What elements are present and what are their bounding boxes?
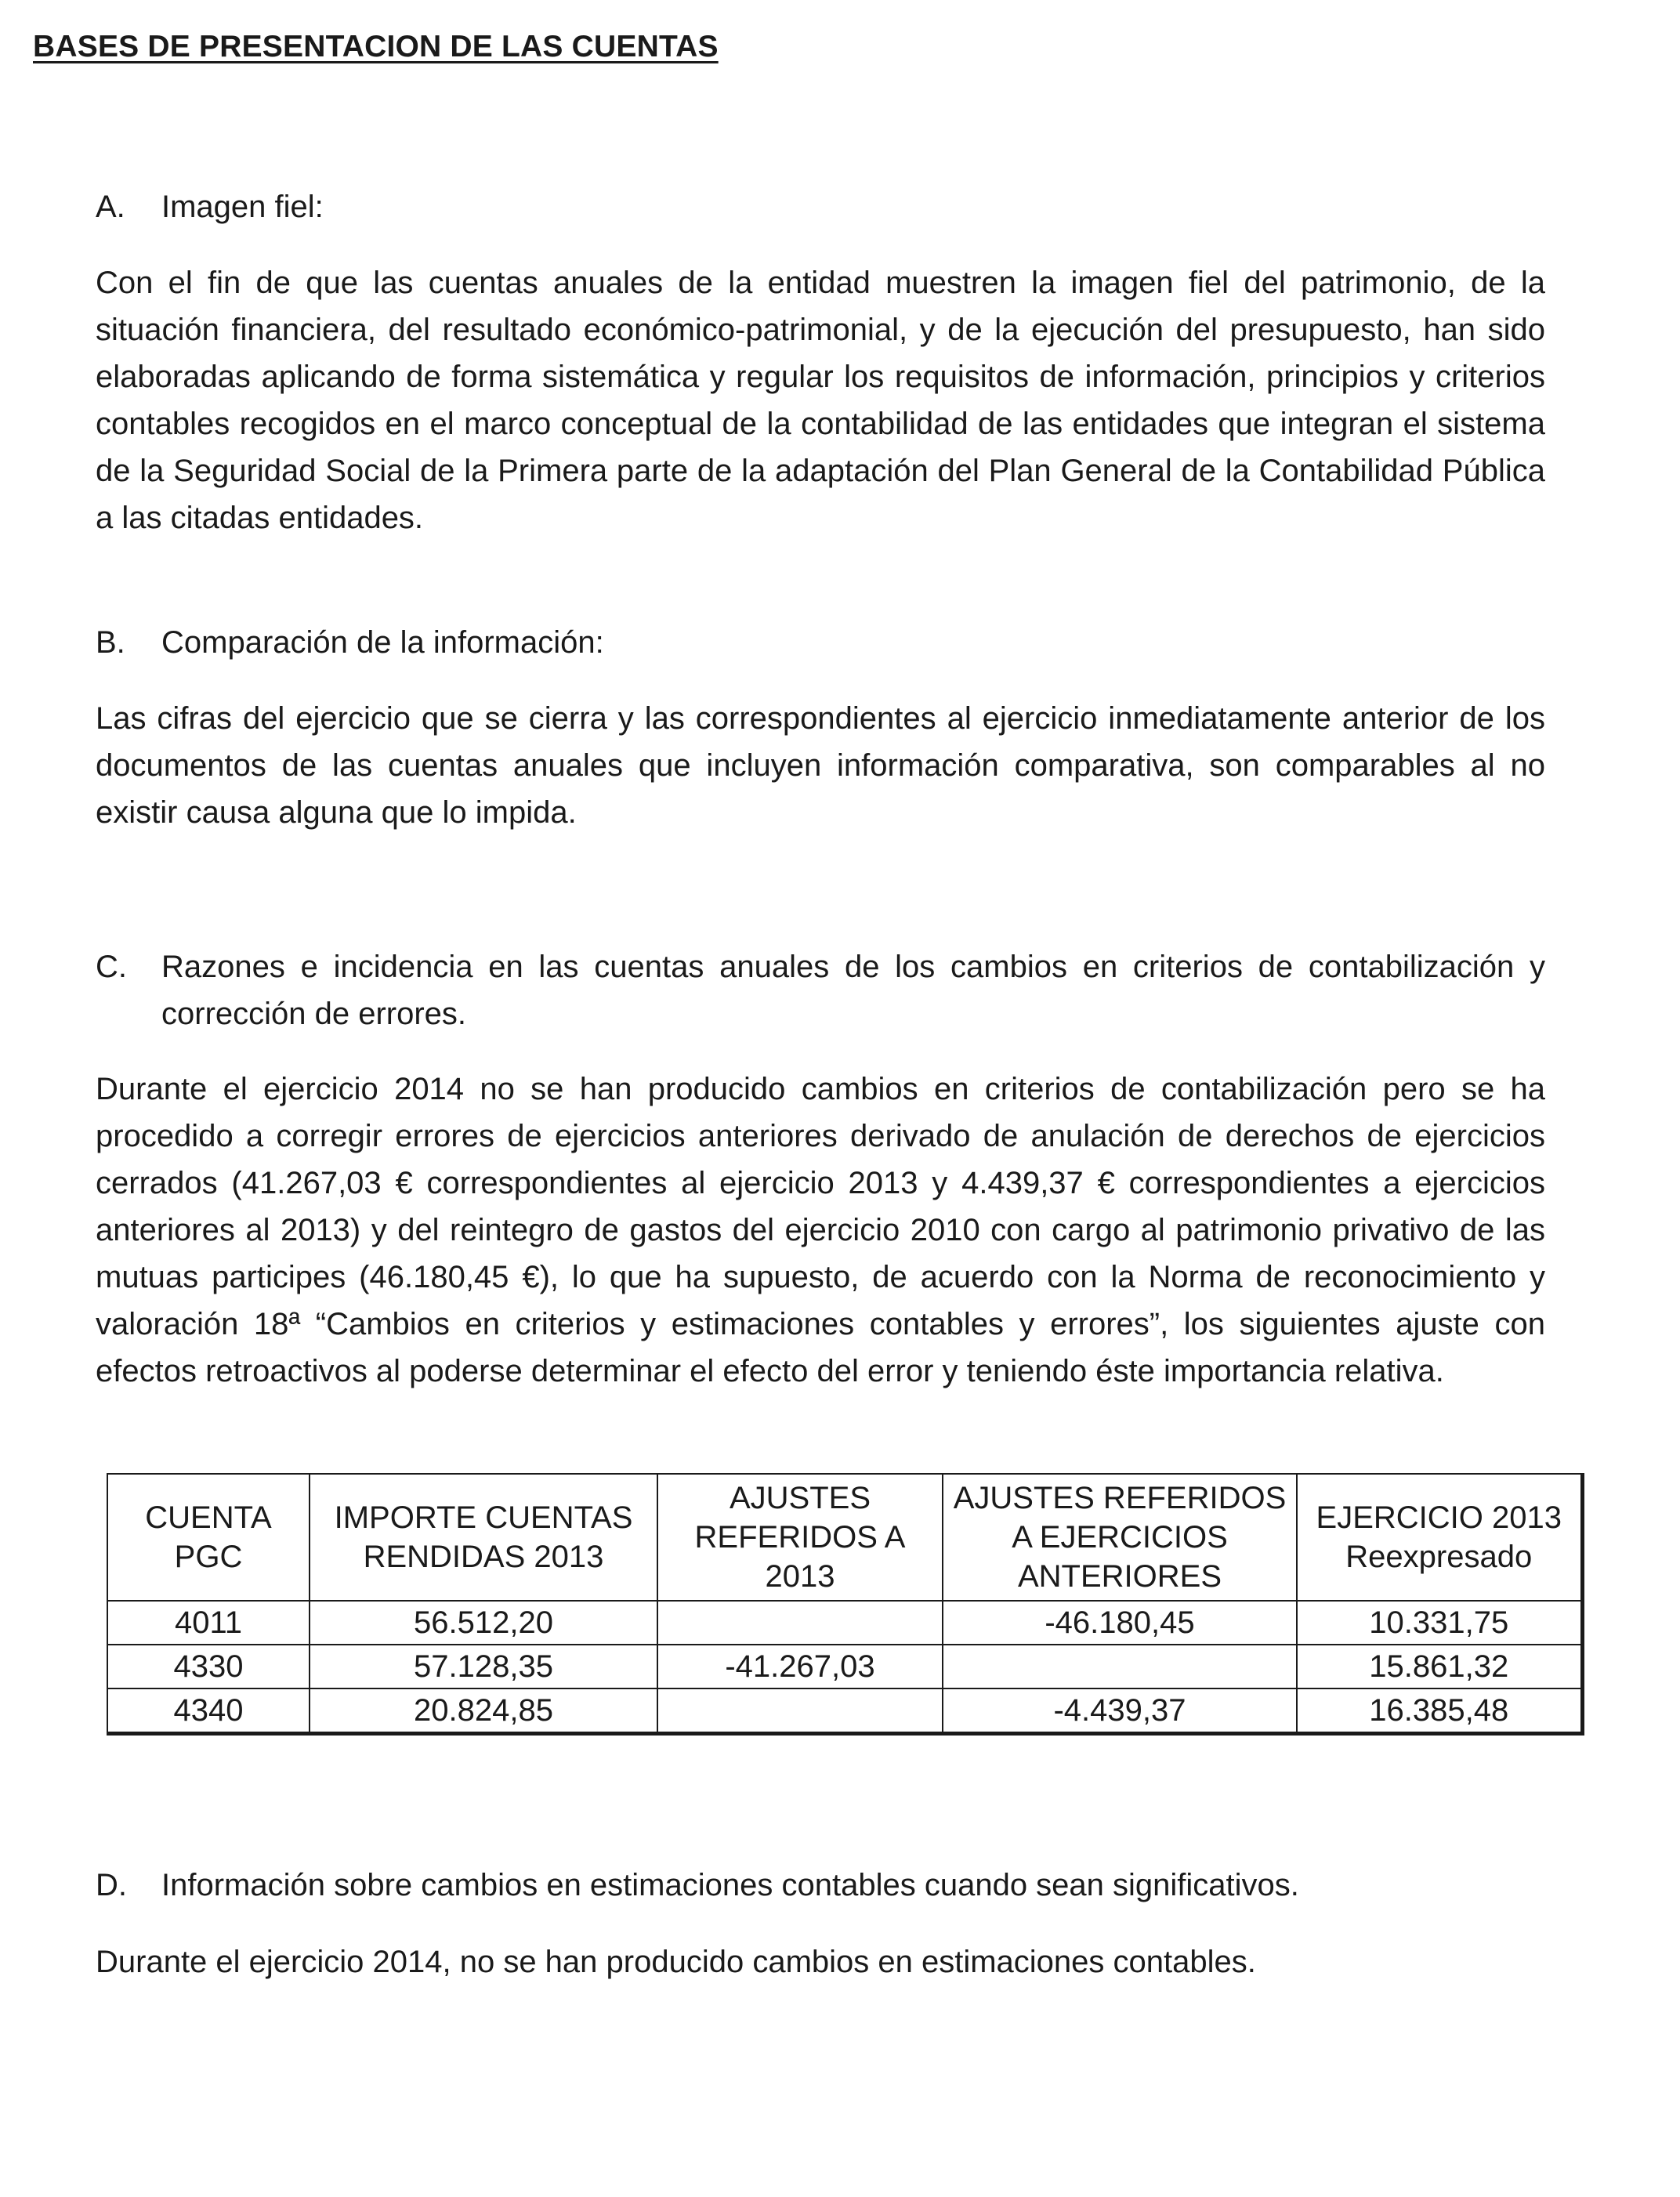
page-title: BASES DE PRESENTACION DE LAS CUENTAS xyxy=(33,30,719,63)
table-row xyxy=(107,1688,1582,1734)
table-cell: 4330 xyxy=(107,1645,310,1688)
table-cell xyxy=(943,1645,1297,1688)
table-cell xyxy=(657,1688,943,1734)
table-cell: 4340 xyxy=(107,1688,310,1734)
section-b-paragraph: Las cifras del ejercicio que se cierra y las correspondientes al ejercicio inmediatamente anterior de los documentos de las cuentas anuales que incluyen información comparativa, son comparables al no existir causa alguna que lo impida. xyxy=(96,701,1545,830)
section-c-heading xyxy=(96,943,1545,1037)
section-b-heading-text: Comparación de la información: xyxy=(161,625,604,660)
section-d-letter: D. xyxy=(96,1868,127,1902)
table-row xyxy=(107,1645,1582,1688)
table-cell xyxy=(657,1601,943,1645)
table-row xyxy=(107,1601,1582,1645)
section-b-heading xyxy=(96,619,1545,666)
table-cell: 57.128,35 xyxy=(310,1645,657,1688)
table-cell: 10.331,75 xyxy=(1297,1601,1582,1645)
header-ejercicio-2013-reexpresado: EJERCICIO 2013 Reexpresado xyxy=(1297,1474,1582,1601)
table-cell: 20.824,85 xyxy=(310,1688,657,1734)
section-c-paragraph: Durante el ejercicio 2014 no se han producido cambios en criterios de contabilización pero se ha procedido a corregir errores de ejercicios anteriores derivado de anulación de derechos de ejercicios cerrados (41.267,03 € correspondientes al ejercicio 2013 y 4.439,37 € correspondientes a ejercicios anteriores al 2013) y del reintegro de gastos del ejercicio 2010 con cargo al patrimonio privativo de las mutuas participes (46.180,45 €), lo que ha supuesto, de acuerdo con la Norma de reconocimiento y valoración 18ª “Cambios en criterios y estimaciones contables y errores”, los siguientes ajuste con efectos retroactivos al poderse determinar el efecto del error y teniendo éste importancia relativa. xyxy=(96,1072,1545,1388)
section-a-paragraph: Con el fin de que las cuentas anuales de la entidad muestren la imagen fiel del patrimonio, de la situación financiera, del resultado económico-patrimonial, y de la ejecución del presupuesto, han sido elaboradas aplicando de forma sistemática y regular los requisitos de información, principios y criterios contables recogidos en el marco conceptual de la contabilidad de las entidades que integran el sistema de la Seguridad Social de la Primera parte de la adaptación del Plan General de la Contabilidad Pública a las citadas entidades. xyxy=(96,266,1545,535)
table-cell: 4011 xyxy=(107,1601,310,1645)
table-header-row xyxy=(107,1474,1582,1601)
section-a-heading-text: Imagen fiel: xyxy=(161,190,324,224)
header-ajustes-2013: AJUSTES REFERIDOS A 2013 xyxy=(657,1474,943,1601)
section-d-heading-text: Información sobre cambios en estimaciones contables cuando sean significativos. xyxy=(161,1868,1299,1902)
table-cell: -41.267,03 xyxy=(657,1645,943,1688)
section-c-letter: C. xyxy=(96,950,127,984)
section-a-letter: A. xyxy=(96,190,125,224)
section-d-heading xyxy=(96,1862,1545,1909)
table-cell: -4.439,37 xyxy=(943,1688,1297,1734)
header-cuenta-pgc: CUENTA PGC xyxy=(107,1474,310,1601)
table-cell: 16.385,48 xyxy=(1297,1688,1582,1734)
table-cell: -46.180,45 xyxy=(943,1601,1297,1645)
section-a-heading xyxy=(96,183,1545,230)
table-cell: 56.512,20 xyxy=(310,1601,657,1645)
section-d-paragraph: Durante el ejercicio 2014, no se han producido cambios en estimaciones contables. xyxy=(96,1945,1256,1979)
section-c-heading-text: Razones e incidencia en las cuentas anuales de los cambios en criterios de contabilización y corrección de errores. xyxy=(161,950,1545,1031)
header-importe-cuentas-rendidas: IMPORTE CUENTAS RENDIDAS 2013 xyxy=(310,1474,657,1601)
section-b-letter: B. xyxy=(96,625,125,660)
header-ajustes-ejercicios-anteriores: AJUSTES REFERIDOS A EJERCICIOS ANTERIORES xyxy=(943,1474,1297,1601)
adjustments-table xyxy=(107,1473,1584,1736)
table-cell: 15.861,32 xyxy=(1297,1645,1582,1688)
